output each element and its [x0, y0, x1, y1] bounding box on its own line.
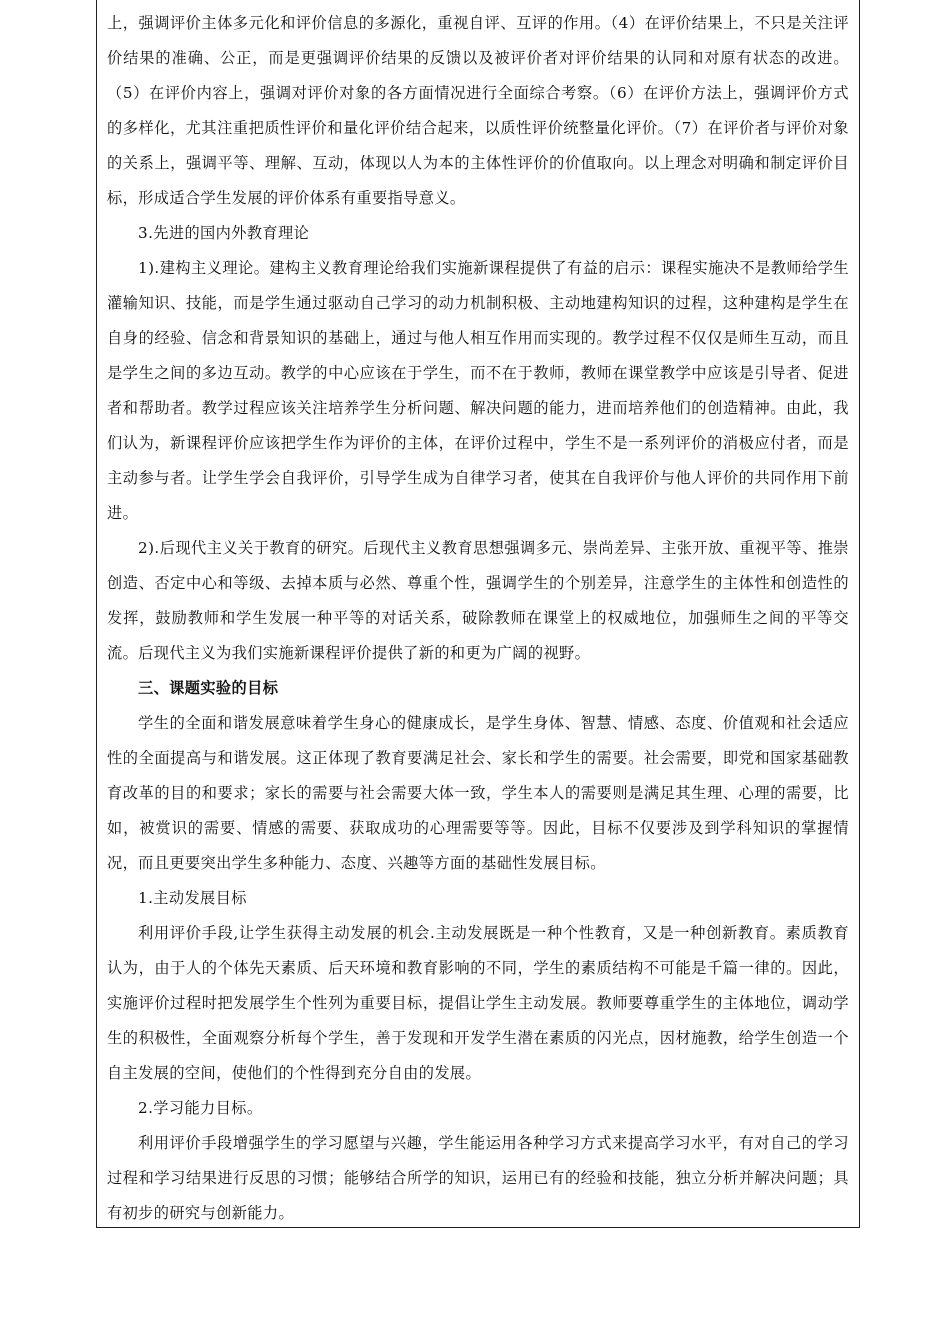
subheading-education-theories: 3.先进的国内外教育理论	[138, 224, 310, 242]
paragraph-active-development: 利用评价手段,让学生获得主动发展的机会.主动发展既是一种个性教育，又是一种创新教育。素质教育认为，由于人的个体先天素质、后天环境和教育影响的不同，学生的素质结构不可能是千篇一律的。因此，实施评价过程时把发展学生个性列为重要目标，提倡让学生主动发展。教师要尊重学生的主体地位，调动学生的积极性，全面观察分析每个学生，善于发现和开发学生潜在素质的闪光点，因材施教，给学生创造一个自主发展的空间，使他们的个性得到充分自由的发展。	[107, 924, 849, 1082]
section-heading-experiment-goals: 三、课题实验的目标	[138, 679, 279, 697]
paragraph-holistic-development: 学生的全面和谐发展意味着学生身心的健康成长，是学生身体、智慧、情感、态度、价值观和社会适应性的全面提高与和谐发展。这正体现了教育要满足社会、家长和学生的需要。社会需要，即党和国家基础教育改革的目的和要求；家长的需要与社会需要大体一致，学生本人的需要则是满足其生理、心理的需要，比如，被赏识的需要、情感的需要、获取成功的心理需要等等。因此，目标不仅要涉及到学科知识的掌握情况，而且更要突出学生多种能力、态度、兴趣等方面的基础性发展目标。	[107, 714, 849, 872]
subheading-active-development: 1.主动发展目标	[138, 889, 247, 907]
paragraph-postmodernism: 2).后现代主义关于教育的研究。后现代主义教育思想强调多元、崇尚差异、主张开放、重视平等、推崇创造、否定中心和等级、去掉本质与必然、尊重个性，强调学生的个别差异，注意学生的主体性和创造性的发挥，鼓励教师和学生发展一种平等的对话关系，破除教师在课堂上的权威地位，加强师生之间的平等交流。后现代主义为我们实施新课程评价提供了新的和更为广阔的视野。	[107, 539, 849, 662]
document-content	[107, 6, 849, 1231]
paragraph-evaluation-principles: 上，强调评价主体多元化和评价信息的多源化，重视自评、互评的作用。（4）在评价结果上，不只是关注评价结果的准确、公正，而是更强调评价结果的反馈以及被评价者对评价结果的认同和对原有状态的改进。（5）在评价内容上，强调对评价对象的各方面情况进行全面综合考察。（6）在评价方法上，强调评价方式的多样化，尤其注重把质性评价和量化评价结合起来，以质性评价统整量化评价。（7）在评价者与评价对象的关系上，强调平等、理解、互动，体现以人为本的主体性评价的价值取向。以上理念对明确和制定评价目标，形成适合学生发展的评价体系有重要指导意义。	[107, 14, 849, 207]
paragraph-learning-ability: 利用评价手段增强学生的学习愿望与兴趣，学生能运用各种学习方式来提高学习水平，有对自己的学习过程和学习结果进行反思的习惯；能够结合所学的知识，运用已有的经验和技能，独立分析并解决问题；具有初步的研究与创新能力。	[107, 1134, 849, 1222]
paragraph-constructivism: 1).建构主义理论。建构主义教育理论给我们实施新课程提供了有益的启示：课程实施决不是教师给学生灌输知识、技能，而是学生通过驱动自己学习的动力机制积极、主动地建构知识的过程，这种建构是学生在自身的经验、信念和背景知识的基础上，通过与他人相互作用而实现的。教学过程不仅仅是师生互动，而且是学生之间的多边互动。教学的中心应该在于学生，而不在于教师，教师在课堂教学中应该是引导者、促进者和帮助者。教学过程应该关注培养学生分析问题、解决问题的能力，进而培养他们的创造精神。由此，我们认为，新课程评价应该把学生作为评价的主体，在评价过程中，学生不是一系列评价的消极应付者，而是主动参与者。让学生学会自我评价，引导学生成为自律学习者，使其在自我评价与他人评价的共同作用下前进。	[107, 259, 849, 522]
subheading-learning-ability: 2.学习能力目标。	[138, 1099, 263, 1117]
